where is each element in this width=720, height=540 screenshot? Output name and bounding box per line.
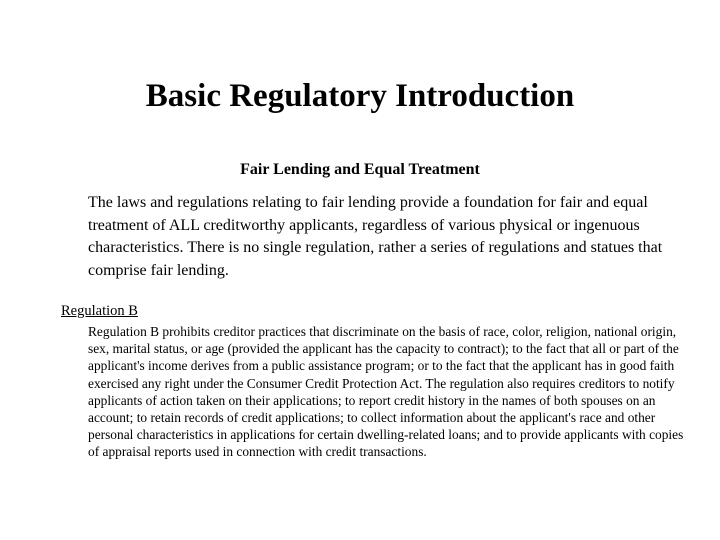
- regulation-b-label: Regulation B: [61, 303, 138, 319]
- regulation-b-description: Regulation B prohibits creditor practices that discriminate on the basis of race, color, religion, national origin, sex, marital status, or age (provided the applicant has the capacity to contract); to the fact that all or part of the applicant's income derives from a public assistance program; or to the fact that the applicant has in good faith exercised any right under the Consumer Credit Protection Act. The regulation also requires creditors to notify applicants of action taken on their applications; to report credit history in the names of both spouses on an account; to retain records of credit applications; to collect information about the applicant's race and other personal characteristics in applications for certain dwelling-related loans; and to provide applicants with copies of appraisal reports used in connection with credit transactions.: [88, 324, 684, 460]
- intro-paragraph: The laws and regulations relating to fair lending provide a foundation for fair and equal treatment of ALL creditworthy applicants, regardless of various physical or ingenuous characteristics. There is no single regulation, rather a series of regulations and statues that comprise fair lending.: [88, 194, 663, 279]
- slide-title: Basic Regulatory Introduction: [145, 78, 575, 114]
- section-heading: Fair Lending and Equal Treatment: [240, 161, 480, 178]
